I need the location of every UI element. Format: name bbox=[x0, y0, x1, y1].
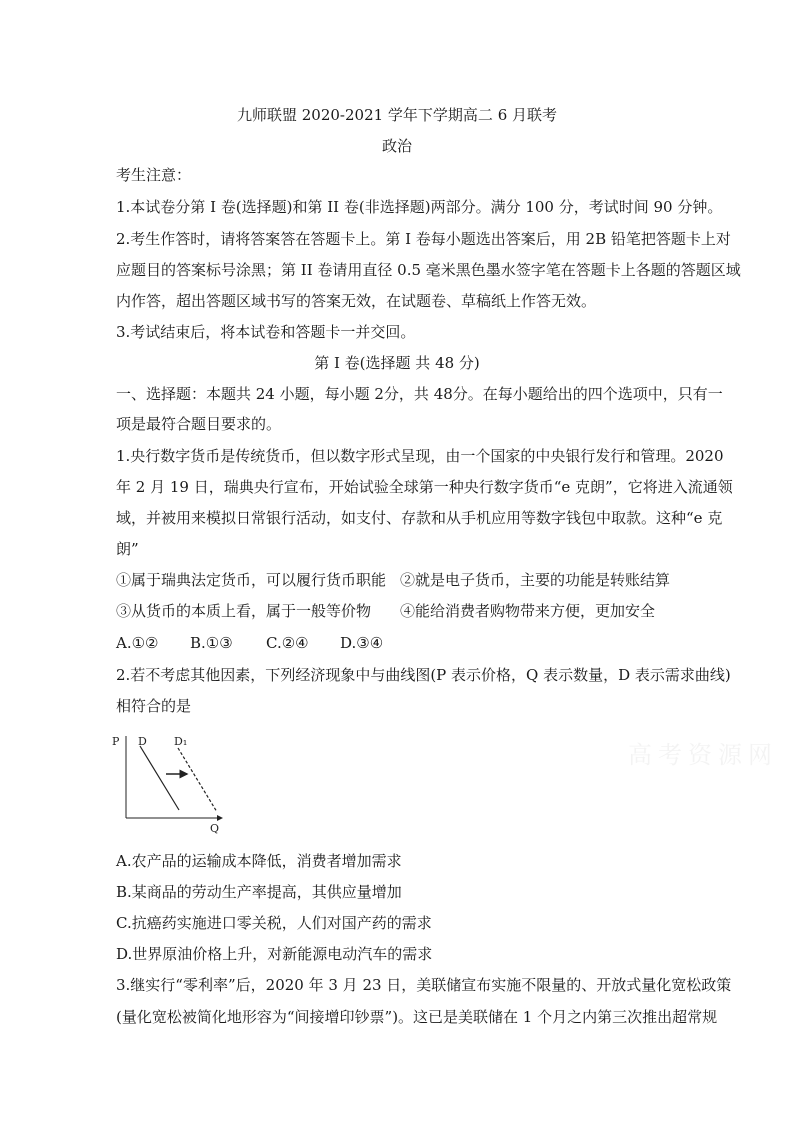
q1-choice-a: A.①② bbox=[116, 634, 159, 652]
q1-statement-1: ①属于瑞典法定货币，可以履行货币职能 bbox=[116, 571, 387, 589]
q2-stem-2: 相符合的是 bbox=[116, 697, 192, 715]
notice-item-1: 1.本试卷分第 I 卷(选择题)和第 II 卷(非选择题)两部分。满分 100 分，考试时间 90 分钟。 bbox=[116, 198, 723, 216]
exam-title: 九师联盟 2020-2021 学年下学期高二 6 月联考 bbox=[236, 106, 558, 124]
q2-option-a: A.农产品的运输成本降低，消费者增加需求 bbox=[116, 852, 402, 870]
q1-choice-d: D.③④ bbox=[340, 634, 384, 652]
q1-stem-3: 域，并被用来模拟日常银行活动，如支付、存款和从手机应用等数字钱包中取款。这种“e 克 bbox=[116, 509, 723, 527]
q2-option-c: C.抗癌药实施进口零关税，人们对国产药的需求 bbox=[116, 914, 432, 932]
x-axis-label: Q bbox=[210, 822, 220, 835]
section-title: 第 I 卷(选择题 共 48 分) bbox=[314, 354, 480, 372]
notice-item-2: 2.考生作答时，请将答案答在答题卡上。第 I 卷每小题选出答案后，用 2B 铅笔把答题卡上对 bbox=[116, 230, 731, 248]
curve-d-label: D bbox=[138, 735, 147, 748]
q1-stem-4: 朗” bbox=[116, 540, 139, 558]
notice-item-2-cont: 应题目的答案标号涂黑；第 II 卷请用直径 0.5 毫米黑色墨水签字笔在答题卡上各题的答题区域 bbox=[116, 261, 741, 279]
subject-title: 政治 bbox=[381, 137, 412, 155]
q1-stem-1: 1.央行数字货币是传统货币，但以数字形式呈现，由一个国家的中央银行发行和管理。2020 bbox=[116, 447, 724, 465]
watermark: 高考资源网 bbox=[628, 741, 778, 769]
q2-option-d: D.世界原油价格上升，对新能源电动汽车的需求 bbox=[116, 945, 433, 963]
y-axis-label: P bbox=[112, 735, 120, 748]
q2-stem-1: 2.若不考虑其他因素，下列经济现象中与曲线图(P 表示价格，Q 表示数量，D 表示需求曲线) bbox=[116, 666, 731, 684]
notice-item-2-cont2: 内作答，超出答题区域书写的答案无效，在试题卷、草稿纸上作答无效。 bbox=[116, 292, 597, 310]
notice-heading: 考生注意： bbox=[116, 166, 192, 184]
demand-curve-graph bbox=[110, 728, 240, 838]
notice-item-3: 3.考试结束后，将本试卷和答题卡一并交回。 bbox=[116, 323, 416, 341]
q1-statement-4: ④能给消费者购物带来方便，更加安全 bbox=[400, 602, 656, 620]
q1-statement-2: ②就是电子货币，主要的功能是转账结算 bbox=[400, 571, 671, 589]
q1-choice-b: B.①③ bbox=[190, 634, 233, 652]
demand-curve-d bbox=[140, 746, 179, 810]
q1-stem-2: 年 2 月 19 日，瑞典央行宣布，开始试验全球第一种央行数字货币“e 克朗”，它将进入流通领 bbox=[116, 478, 733, 496]
section-instructions-2: 项是最符合题目要求的。 bbox=[116, 415, 282, 433]
q3-stem-2: (量化宽松被简化地形容为“间接增印钞票”)。这已是美联储在 1 个月之内第三次推出超常规 bbox=[116, 1008, 718, 1026]
q2-option-b: B.某商品的劳动生产率提高，其供应量增加 bbox=[116, 883, 402, 901]
section-instructions-1: 一、选择题：本题共 24 小题，每小题 2分，共 48分。在每小题给出的四个选项中，只有一 bbox=[116, 385, 723, 403]
q3-stem-1: 3.继实行“零利率”后，2020 年 3 月 23 日，美联储宣布实施不限量的、开放式量化宽松政策 bbox=[116, 976, 732, 994]
demand-curve-d1 bbox=[178, 748, 217, 812]
curve-d1-label: D₁ bbox=[174, 735, 188, 748]
q1-statement-3: ③从货币的本质上看，属于一般等价物 bbox=[116, 602, 372, 620]
q1-choice-c: C.②④ bbox=[266, 634, 309, 652]
